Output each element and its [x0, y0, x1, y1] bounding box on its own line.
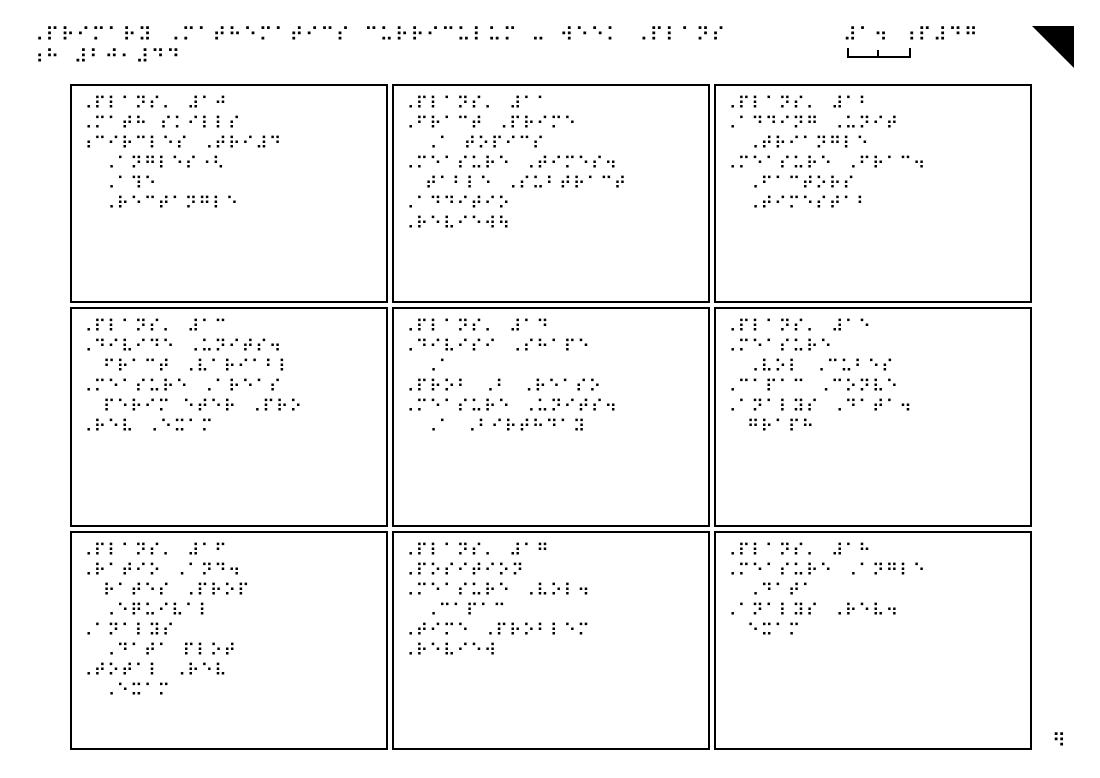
plan-cell-line: ⠞⠁⠃⠇⠑ ⠠⠎⠥⠃⠞⠗⠁⠉⠞: [402, 174, 628, 194]
plan-cell-line: ⠠⠗⠑⠧ ⠠⠑⠭⠁⠍: [80, 417, 215, 438]
plan-cell-line: ⠠⠙⠊⠧⠊⠙⠑ ⠠⠥⠝⠊⠞⠎⠲: [80, 337, 283, 358]
plan-cell-line: ⠠⠁⠙⠙⠊⠞⠊⠕: [402, 194, 512, 214]
plan-cell-line: ⠗⠁⠞⠑⠎ ⠠⠏⠗⠕⠏: [80, 580, 251, 601]
plan-cell-line: ⠠⠙⠊⠧⠊⠎⠊ ⠠⠎⠓⠁⠏⠑: [402, 337, 591, 358]
plan-cell-line: ⠠⠏⠇⠁⠝⠎⠄ ⠼⠁⠃: [724, 94, 872, 114]
plan-cell-line: ⠛⠗⠁⠏⠓: [724, 417, 816, 438]
plan-cell-3: [714, 84, 1032, 303]
plan-cell-line: ⠠⠁: [402, 357, 453, 378]
plan-cell-5: [392, 307, 710, 526]
plan-cell-4: [70, 307, 388, 526]
plan-cell-line: ⠏⠑⠗⠊⠍ ⠑⠞⠑⠗ ⠠⠏⠗⠕: [80, 397, 304, 418]
plan-cell-line: ⠠⠞⠊⠍⠑⠎⠞⠁⠃: [724, 194, 870, 214]
plan-cell-line: ⠠⠧⠕⠇ ⠠⠉⠥⠃⠑⠎: [724, 357, 895, 378]
plan-cell-line: ⠠⠏⠗⠕⠃ ⠠⠃ ⠠⠗⠑⠁⠎⠕: [402, 377, 603, 398]
plan-cell-line: ⠑⠭⠁⠍: [724, 620, 802, 641]
plan-cell-line: ⠋⠗⠁⠉⠞ ⠠⠧⠁⠗⠊⠁⠃⠇: [80, 357, 292, 378]
plan-cell-line: ⠠⠏⠇⠁⠝⠎⠄ ⠼⠁⠛: [402, 540, 550, 561]
plan-cell-line: ⠠⠁⠝⠁⠇⠽⠎: [80, 620, 176, 641]
plan-cell-6: [714, 307, 1032, 526]
plan-cell-line: ⠠⠁⠝⠁⠇⠽⠎ ⠠⠙⠁⠞⠁⠲: [724, 397, 913, 418]
plan-cell-line: ⠠⠁⠝⠛⠇⠑⠎⠐⠣: [80, 154, 226, 174]
plan-cell-8: [392, 531, 710, 750]
plan-cell-line: ⠠⠑⠟⠥⠊⠧⠁⠇: [80, 600, 213, 621]
plan-cell-9: [714, 531, 1032, 750]
plan-cell-line: ⠠⠁⠝⠁⠇⠽⠎ ⠠⠗⠑⠧⠲: [724, 600, 900, 621]
plan-cell-line: ⠠⠁ ⠞⠕⠏⠊⠉⠎: [402, 134, 546, 154]
plan-cell-line: ⠠⠞⠗⠊⠁⠝⠛⠇⠑: [724, 134, 870, 154]
corner-triangle-mark: [1032, 26, 1074, 68]
plan-cell-2: [392, 84, 710, 303]
plan-cell-line: ⠠⠍⠁⠞⠓ ⠎⠅⠊⠇⠇⠎⠀: [80, 114, 256, 134]
plan-cell-line: ⠠⠉⠁⠏⠁⠉: [402, 600, 507, 621]
plan-cell-line: ⠠⠍⠑⠁⠎⠥⠗⠑ ⠠⠞⠊⠍⠑⠎⠲: [402, 154, 619, 174]
plan-cell-line: ⠠⠗⠁⠞⠊⠕ ⠠⠁⠝⠙⠲: [80, 560, 242, 581]
plan-cell-line: ⠠⠍⠑⠁⠎⠥⠗⠑ ⠠⠁⠝⠛⠇⠑: [724, 560, 927, 581]
plan-cell-line: ⠠⠏⠕⠎⠊⠞⠊⠕⠝: [402, 560, 525, 581]
plan-cell-line: ⠠⠏⠇⠁⠝⠎⠄ ⠼⠁⠁: [402, 94, 550, 114]
plan-cell-line: ⠠⠏⠇⠁⠝⠎⠄ ⠼⠁⠙: [402, 317, 550, 338]
plan-cell-line: ⠠⠏⠇⠁⠝⠎⠄ ⠼⠁⠑: [724, 317, 872, 338]
plan-cell-line: ⠠⠞⠕⠞⠁⠇ ⠠⠗⠑⠧: [80, 660, 228, 681]
plan-cell-line: ⠠⠋⠁⠉⠞⠕⠗⠎: [724, 174, 857, 194]
plan-cell-line: ⠠⠍⠑⠁⠎⠥⠗⠑ ⠠⠥⠝⠊⠞⠎⠲: [402, 397, 619, 418]
plan-cell-7: [70, 531, 388, 750]
page-bracket-mark: [847, 48, 911, 58]
plan-cell-line: ⠠⠗⠑⠧⠊⠑⠺⠳: [402, 214, 512, 234]
plan-cell-line: ⠠⠏⠇⠁⠝⠎⠄ ⠼⠁⠚: [80, 94, 228, 114]
plan-cell-line: ⠠⠏⠇⠁⠝⠎⠄ ⠼⠁⠓: [724, 540, 872, 561]
plan-cell-line: ⠠⠉⠁⠏⠁⠉ ⠠⠉⠕⠝⠧⠑: [724, 377, 900, 398]
page-number-braille: ⠼⠁⠲ ⠰⠏⠼⠙⠛: [843, 24, 980, 46]
plan-cell-line: ⠠⠗⠑⠧⠊⠑⠺: [402, 640, 498, 661]
plan-cell-line: ⠠⠁⠹⠑: [80, 174, 158, 194]
plan-cell-line: ⠠⠙⠁⠞⠁: [724, 580, 816, 601]
plan-cell-line: ⠠⠍⠑⠁⠎⠥⠗⠑ ⠠⠁⠗⠑⠁⠎: [80, 377, 283, 398]
week-plan-grid: [70, 84, 1032, 750]
plan-cell-line: ⠠⠏⠇⠁⠝⠎⠄ ⠼⠁⠋: [80, 540, 228, 561]
plan-cell-line: ⠰⠉⠊⠗⠉⠇⠑⠎ ⠠⠞⠗⠊⠼⠙: [80, 134, 283, 154]
plan-cell-line: ⠠⠍⠑⠁⠎⠥⠗⠑ ⠠⠋⠗⠁⠉⠲: [724, 154, 927, 174]
plan-cell-line: ⠠⠑⠭⠁⠍: [80, 680, 172, 701]
continuation-mark-braille: ⠻: [1052, 730, 1066, 752]
header-title-braille: ⠠⠏⠗⠊⠍⠁⠗⠽ ⠠⠍⠁⠞⠓⠑⠍⠁⠞⠊⠉⠎ ⠉⠥⠗⠗⠊⠉⠥⠇⠥⠍ ⠤ ⠺⠑⠑⠅ ⠠⠏⠇⠁⠝⠎: [30, 24, 727, 46]
plan-cell-line: ⠠⠞⠊⠍⠑ ⠠⠏⠗⠕⠃⠇⠑⠍: [402, 620, 591, 641]
plan-cell-line: ⠠⠍⠑⠁⠎⠥⠗⠑ ⠠⠧⠕⠇⠲: [402, 580, 591, 601]
plan-cell-line: ⠠⠁ ⠠⠃⠊⠗⠞⠓⠙⠁⠽: [402, 417, 587, 438]
plan-cell-line: ⠠⠍⠑⠁⠎⠥⠗⠑: [724, 337, 834, 358]
plan-cell-line: ⠠⠁⠙⠙⠊⠝⠛ ⠠⠥⠝⠊⠞: [724, 114, 900, 134]
plan-cell-line: ⠠⠋⠗⠁⠉⠞ ⠠⠏⠗⠊⠍⠑: [402, 114, 578, 134]
plan-cell-line: ⠠⠏⠇⠁⠝⠎⠄ ⠼⠁⠉: [80, 317, 228, 338]
plan-cell-1: [70, 84, 388, 303]
plan-cell-line: ⠠⠗⠑⠉⠞⠁⠝⠛⠇⠑: [80, 194, 240, 214]
plan-cell-line: ⠠⠙⠁⠞⠁ ⠏⠇⠕⠞: [80, 640, 238, 661]
header-subtitle-braille: ⠰⠓ ⠼⠃⠚⠂⠼⠙⠙: [30, 46, 182, 68]
